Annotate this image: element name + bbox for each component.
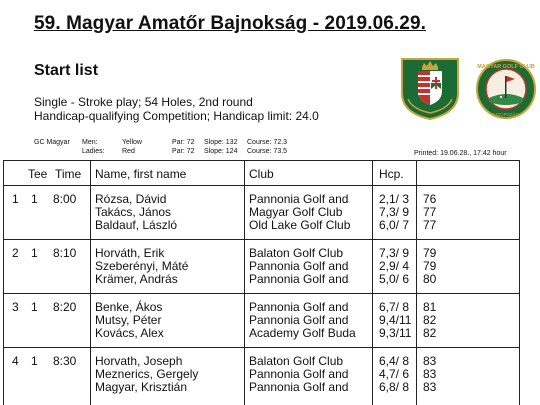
group-number: 4 bbox=[12, 354, 19, 368]
group-time: 8:20 bbox=[53, 300, 77, 314]
player-hcp: 6,0/ 7 bbox=[379, 218, 410, 232]
competition-format: Single - Stroke play; 54 Holes, 2nd round bbox=[34, 95, 253, 109]
player-playing-hcp: 77 bbox=[423, 218, 437, 232]
player-name: Magyar, Krisztián bbox=[95, 380, 188, 394]
badge-top-text: MAGYAR GOLF CLUB bbox=[477, 64, 535, 70]
player-name: Baldauf, László bbox=[95, 218, 178, 232]
player-hcp: 4,7/ 6 bbox=[379, 367, 410, 381]
player-club: Magyar Golf Club bbox=[249, 205, 343, 219]
player-name: Mutsy, Péter bbox=[95, 313, 162, 327]
player-playing-hcp: 79 bbox=[423, 259, 437, 273]
player-name: Szeberényi, Máté bbox=[95, 259, 189, 273]
header-time: Time bbox=[55, 167, 82, 181]
player-hcp: 9,4/11 bbox=[379, 313, 412, 327]
player-name: Horvath, Joseph bbox=[95, 354, 183, 368]
player-club: Old Lake Golf Club bbox=[249, 218, 351, 232]
header-club: Club bbox=[249, 167, 274, 181]
group-number: 3 bbox=[12, 300, 19, 314]
men-par: Par: 72 bbox=[172, 139, 195, 146]
player-club: Academy Golf Buda bbox=[249, 326, 356, 340]
golf-club-badge-logo bbox=[475, 58, 537, 120]
player-playing-hcp: 80 bbox=[423, 272, 437, 286]
player-name: Krämer, András bbox=[95, 272, 178, 286]
player-club: Pannonia Golf and bbox=[249, 192, 349, 206]
printed-date: Printed: 19.06.28., 17:42 hour bbox=[414, 150, 507, 157]
group-tee: 1 bbox=[31, 300, 38, 314]
player-name: Rózsa, Dávid bbox=[95, 192, 167, 206]
men-tee: Yellow bbox=[122, 139, 142, 146]
player-club: Pannonia Golf and bbox=[249, 259, 349, 273]
start-list-table bbox=[3, 160, 520, 405]
player-hcp: 7,3/ 9 bbox=[379, 246, 410, 260]
player-hcp: 2,1/ 3 bbox=[379, 192, 410, 206]
player-name: Takács, János bbox=[95, 205, 172, 219]
group-time: 8:00 bbox=[53, 192, 77, 206]
competition-handicap: Handicap-qualifying Competition; Handicap limit: 24.0 bbox=[34, 109, 319, 123]
group-time: 8:30 bbox=[53, 354, 77, 368]
player-hcp: 7,3/ 9 bbox=[379, 205, 410, 219]
player-name: Horváth, Erik bbox=[95, 246, 165, 260]
header-name: Name, first name bbox=[95, 167, 187, 181]
player-club: Pannonia Golf and bbox=[249, 313, 349, 327]
ladies-tee: Red bbox=[122, 148, 135, 155]
player-name: Kovács, Alex bbox=[95, 326, 164, 340]
player-hcp: 2,9/ 4 bbox=[379, 259, 410, 273]
ladies-par: Par: 72 bbox=[172, 148, 195, 155]
player-hcp: 5,0/ 6 bbox=[379, 272, 410, 286]
group-tee: 1 bbox=[31, 192, 38, 206]
hungarian-coat-of-arms-logo bbox=[398, 55, 462, 121]
ladies-slope: Slope: 124 bbox=[204, 148, 238, 155]
player-playing-hcp: 77 bbox=[423, 205, 437, 219]
page-title: 59. Magyar Amatőr Bajnokság - 2019.06.29. bbox=[34, 13, 427, 34]
ladies-course: Course: 73.5 bbox=[247, 148, 288, 155]
badge-bottom-text: KISORSZÁG bbox=[492, 112, 520, 117]
header-tee: Tee bbox=[28, 167, 48, 181]
men-label: Men: bbox=[82, 139, 98, 146]
player-playing-hcp: 83 bbox=[423, 367, 437, 381]
player-name: Benke, Ákos bbox=[95, 300, 163, 314]
player-playing-hcp: 83 bbox=[423, 354, 437, 368]
player-club: Balaton Golf Club bbox=[249, 354, 344, 368]
group-number: 1 bbox=[12, 192, 19, 206]
player-playing-hcp: 83 bbox=[423, 380, 437, 394]
player-hcp: 6,8/ 8 bbox=[379, 380, 410, 394]
competition-info bbox=[34, 95, 319, 123]
group-time: 8:10 bbox=[53, 246, 77, 260]
player-club: Pannonia Golf and bbox=[249, 380, 349, 394]
group-tee: 1 bbox=[31, 354, 38, 368]
course-club: GC Magyar bbox=[34, 139, 70, 146]
men-course: Course: 72.3 bbox=[247, 139, 288, 146]
player-playing-hcp: 81 bbox=[423, 300, 437, 314]
ladies-label: Ladies: bbox=[82, 148, 105, 155]
group-tee: 1 bbox=[31, 246, 38, 260]
player-playing-hcp: 79 bbox=[423, 246, 437, 260]
player-playing-hcp: 76 bbox=[423, 192, 437, 206]
header-hcp: Hcp. bbox=[379, 167, 404, 181]
player-hcp: 9,3/11 bbox=[379, 326, 412, 340]
player-hcp: 6,4/ 8 bbox=[379, 354, 410, 368]
player-club: Pannonia Golf and bbox=[249, 272, 349, 286]
player-club: Balaton Golf Club bbox=[249, 246, 344, 260]
men-slope: Slope: 132 bbox=[204, 139, 238, 146]
group-number: 2 bbox=[12, 246, 19, 260]
player-playing-hcp: 82 bbox=[423, 326, 437, 340]
player-club: Pannonia Golf and bbox=[249, 300, 349, 314]
player-club: Pannonia Golf and bbox=[249, 367, 349, 381]
player-name: Meznerics, Gergely bbox=[95, 367, 199, 381]
player-playing-hcp: 82 bbox=[423, 313, 437, 327]
player-hcp: 6,7/ 8 bbox=[379, 300, 410, 314]
start-list-heading: Start list bbox=[34, 62, 99, 79]
